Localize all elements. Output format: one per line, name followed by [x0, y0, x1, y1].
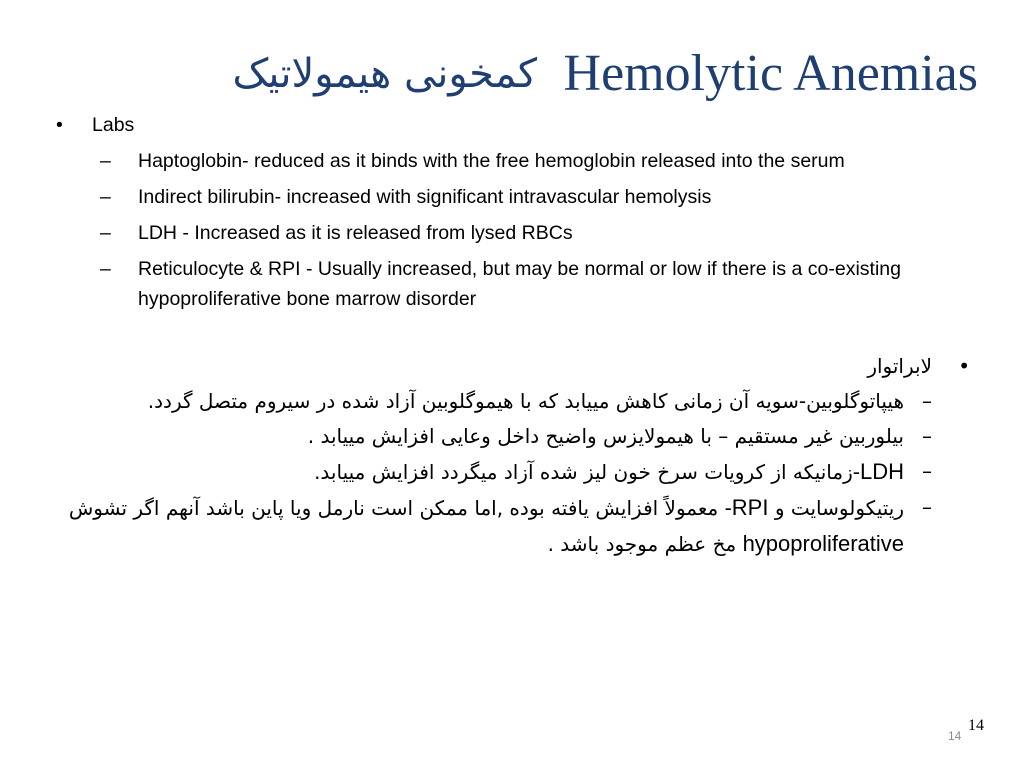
persian-heading-item — [38, 348, 978, 384]
item-text-after: مخ عظم موجود باشد . — [547, 532, 737, 556]
page-number: 14 — [968, 717, 984, 734]
dash-icon: – — [100, 258, 111, 280]
bullet-icon: • — [56, 114, 63, 136]
dash-icon: – — [922, 459, 932, 483]
list-item — [38, 419, 978, 454]
item-text: هیپاتوگلوبین-سویه آن زمانی کاهش مییابد که با هیموگلوبین آزاد شده در سیروم متصل گردد. — [147, 389, 904, 413]
english-heading: Labs — [92, 114, 135, 136]
item-text: LDH - Increased as it is released from lysed RBCs — [138, 222, 573, 244]
title-english: Hemolytic Anemias — [563, 45, 978, 102]
item-text-middle: - معمولاً افزایش یافته بوده ,اما ممکن است نارمل ویا پاین باشد آنهم اگر تشوش — [68, 496, 732, 520]
persian-content — [38, 348, 978, 562]
list-item — [38, 384, 978, 419]
item-text: -زمانیکه از کرویات سرخ خون لیز شده آزاد میگردد افزایش مییابد. — [314, 460, 860, 484]
list-item — [52, 182, 982, 212]
dash-icon: – — [922, 495, 932, 519]
list-item — [52, 218, 982, 248]
english-content — [52, 110, 982, 314]
dash-icon: – — [100, 150, 111, 172]
dash-icon: – — [100, 222, 111, 244]
ldh-term: LDH — [859, 459, 904, 484]
dash-icon: – — [922, 389, 932, 413]
item-text: Haptoglobin- reduced as it binds with the free hemoglobin released into the serum — [138, 150, 845, 172]
dash-icon: – — [100, 186, 111, 208]
item-text-before: ریتیکولوسایت و — [774, 496, 904, 520]
rpi-term: RPI — [731, 495, 769, 520]
hypoproliferative-term: hypoproliferative — [742, 531, 904, 556]
list-item — [52, 254, 982, 314]
item-text: Indirect bilirubin- increased with significant intravascular hemolysis — [138, 186, 712, 208]
english-heading-item — [52, 110, 982, 140]
dash-icon: – — [922, 424, 932, 448]
slide-number-footer: 14 — [948, 729, 962, 743]
slide-title — [0, 44, 978, 103]
title-persian: کمخونی هیمولاتیک — [232, 50, 538, 97]
list-item — [38, 454, 978, 490]
persian-heading: لابراتوار — [867, 354, 932, 378]
item-text: Reticulocyte & RPI - Usually increased, but may be normal or low if there is a co-existing hypoproliferative bone marrow disorder — [138, 258, 901, 310]
list-item — [52, 146, 982, 176]
bullet-icon: • — [958, 354, 970, 378]
list-item — [38, 490, 978, 562]
item-text: بیلوربین غیر مستقیم – با هیمولایزس واضیح داخل وعایی افزایش مییابد . — [307, 424, 904, 448]
